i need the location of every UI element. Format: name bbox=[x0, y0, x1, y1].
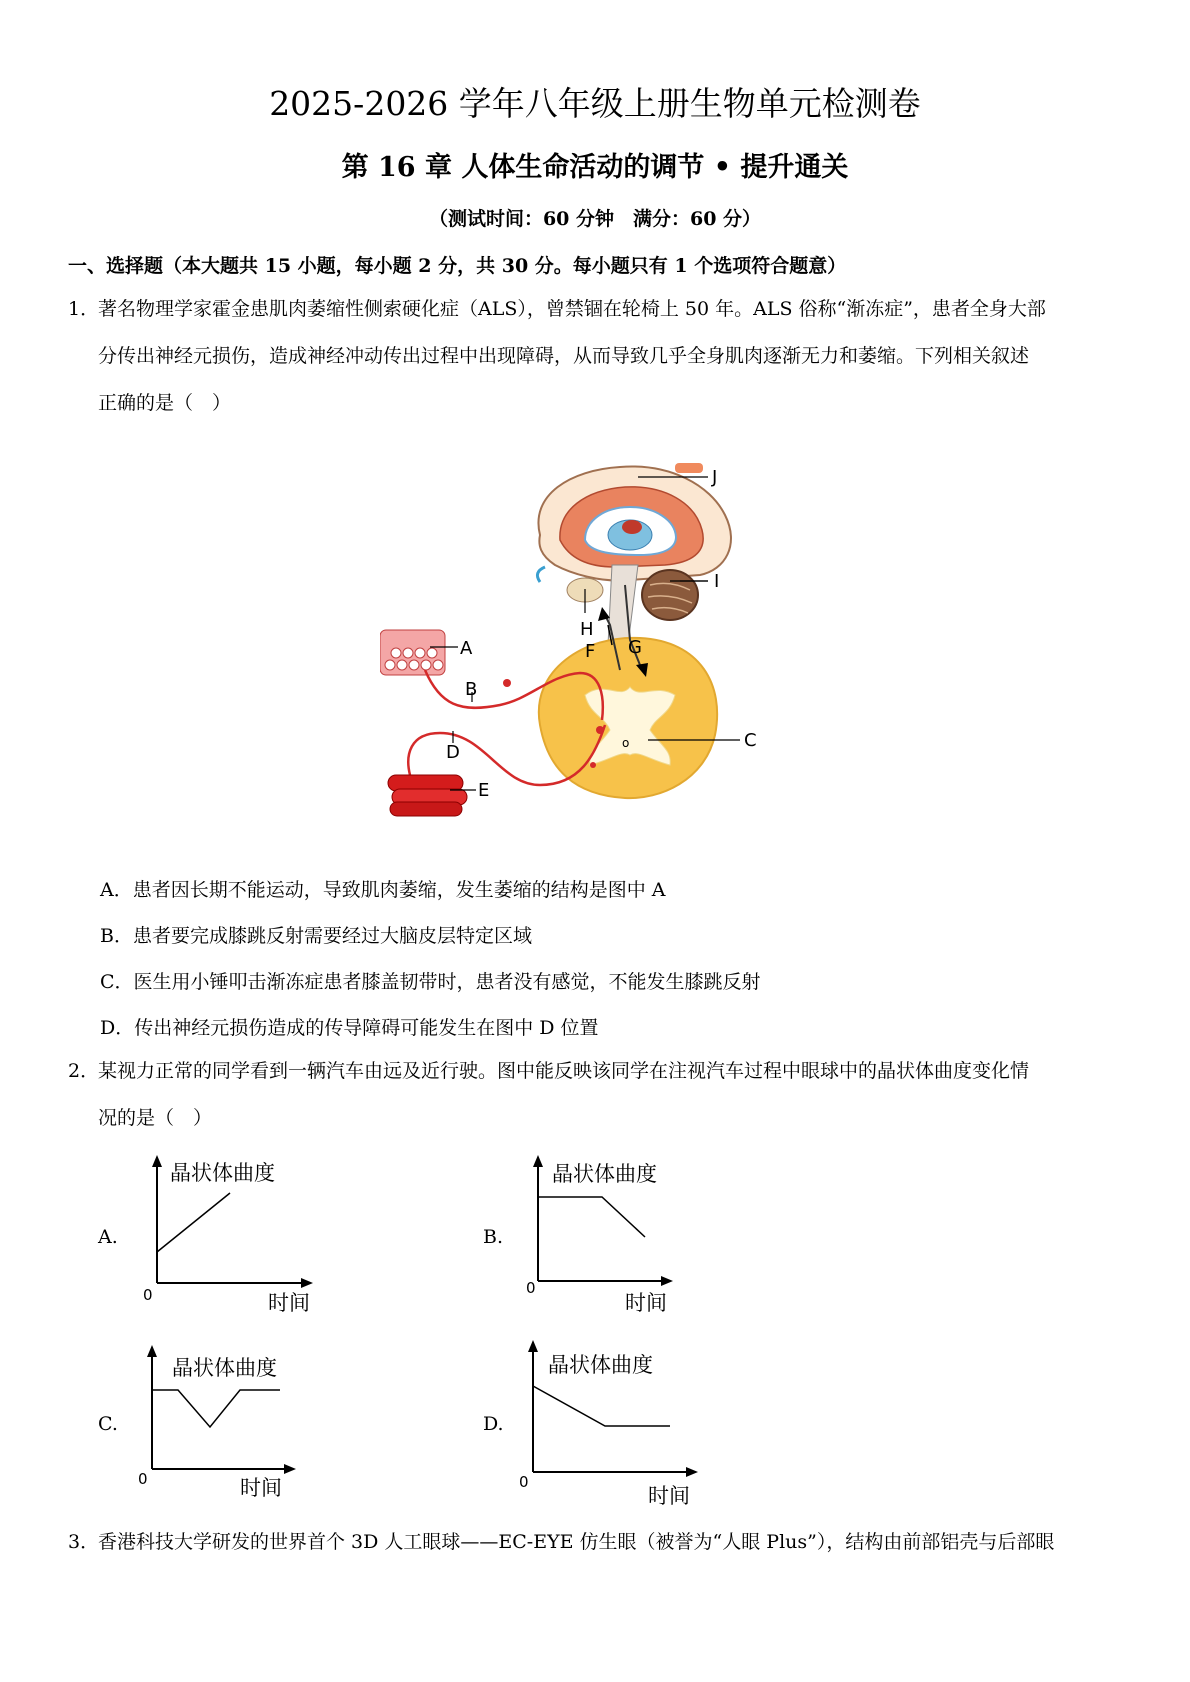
label-F: F bbox=[585, 641, 596, 662]
label-E: E bbox=[478, 780, 490, 801]
graph-b-label[interactable]: B. bbox=[483, 1226, 504, 1248]
question-1-line-3: 正确的是（ ） bbox=[98, 392, 232, 414]
x-axis-label: 时间 bbox=[625, 1291, 667, 1315]
x-axis-label: 时间 bbox=[240, 1476, 282, 1500]
origin-label: 0 bbox=[526, 1279, 536, 1297]
label-central-canal: o bbox=[622, 736, 630, 750]
graph-d[interactable] bbox=[515, 1340, 715, 1510]
origin-label: 0 bbox=[519, 1473, 529, 1491]
origin-label: 0 bbox=[143, 1286, 153, 1304]
label-G: G bbox=[628, 637, 642, 658]
option-a[interactable]: A．患者因长期不能运动，导致肌肉萎缩，发生萎缩的结构是图中 A bbox=[100, 879, 666, 901]
reflex-arc-diagram bbox=[380, 455, 830, 835]
exam-title: 2025-2026 学年八年级上册生物单元检测卷 bbox=[269, 84, 921, 123]
y-axis-label: 晶状体曲度 bbox=[172, 1356, 277, 1380]
label-B: B bbox=[465, 679, 478, 700]
label-H: H bbox=[580, 619, 594, 640]
graph-c[interactable] bbox=[130, 1345, 330, 1505]
receptor-skin bbox=[380, 630, 445, 675]
y-axis-label: 晶状体曲度 bbox=[170, 1161, 275, 1185]
chapter-subtitle: 第 16 章 人体生命活动的调节 • 提升通关 bbox=[341, 152, 849, 183]
label-J: J bbox=[712, 467, 718, 488]
brain-illustration bbox=[537, 463, 731, 645]
question-2-line-1: 某视力正常的同学看到一辆汽车由远及近行驶。图中能反映该同学在注视汽车过程中眼球中的晶状体曲度变化情 bbox=[98, 1060, 1030, 1082]
label-C: C bbox=[744, 730, 757, 751]
y-axis-label: 晶状体曲度 bbox=[548, 1353, 653, 1377]
label-I: I bbox=[714, 571, 720, 592]
graph-a[interactable] bbox=[135, 1155, 335, 1315]
y-axis-label: 晶状体曲度 bbox=[552, 1162, 657, 1186]
question-number: 3． bbox=[68, 1531, 100, 1553]
question-3 bbox=[68, 1519, 1128, 1566]
graph-d-label[interactable]: D. bbox=[483, 1413, 504, 1435]
option-b[interactable]: B．患者要完成膝跳反射需要经过大脑皮层特定区域 bbox=[100, 925, 532, 947]
origin-label: 0 bbox=[138, 1470, 148, 1488]
exam-info: （测试时间：60 分钟 满分：60 分） bbox=[428, 208, 762, 230]
question-2-line-2: 况的是（ ） bbox=[98, 1107, 213, 1129]
label-A: A bbox=[460, 638, 473, 659]
question-number: 2． bbox=[68, 1060, 100, 1082]
x-axis-label: 时间 bbox=[648, 1484, 690, 1508]
spinal-cord bbox=[539, 638, 717, 798]
option-d[interactable]: D．传出神经元损伤造成的传导障碍可能发生在图中 D 位置 bbox=[100, 1017, 599, 1039]
question-1-line-2: 分传出神经元损伤，造成神经冲动传出过程中出现障碍，从而导致几乎全身肌肉逐渐无力和萎缩。下列相关叙述 bbox=[98, 345, 1030, 367]
label-D: D bbox=[446, 742, 460, 763]
graph-a-label[interactable]: A. bbox=[98, 1226, 118, 1248]
question-3-line-1: 香港科技大学研发的世界首个 3D 人工眼球——EC-EYE 仿生眼（被誉为“人眼 Plus”），结构由前部铝壳与后部眼 bbox=[98, 1531, 1055, 1553]
x-axis-label: 时间 bbox=[268, 1291, 310, 1315]
question-1 bbox=[68, 286, 1128, 427]
section-title: 一、选择题（本大题共 15 小题，每小题 2 分，共 30 分。每小题只有 1 个选项符合题意） bbox=[68, 255, 847, 277]
question-1-line-1: 著名物理学家霍金患肌肉萎缩性侧索硬化症（ALS），曾禁锢在轮椅上 50 年。ALS 俗称“渐冻症”，患者全身大部 bbox=[98, 298, 1046, 320]
graph-c-label[interactable]: C. bbox=[98, 1413, 118, 1435]
option-c[interactable]: C．医生用小锤叩击渐冻症患者膝盖韧带时，患者没有感觉，不能发生膝跳反射 bbox=[100, 971, 761, 993]
question-2 bbox=[68, 1048, 1128, 1142]
effector-muscle bbox=[388, 775, 467, 816]
question-number: 1． bbox=[68, 298, 100, 320]
graph-b[interactable] bbox=[520, 1155, 720, 1315]
